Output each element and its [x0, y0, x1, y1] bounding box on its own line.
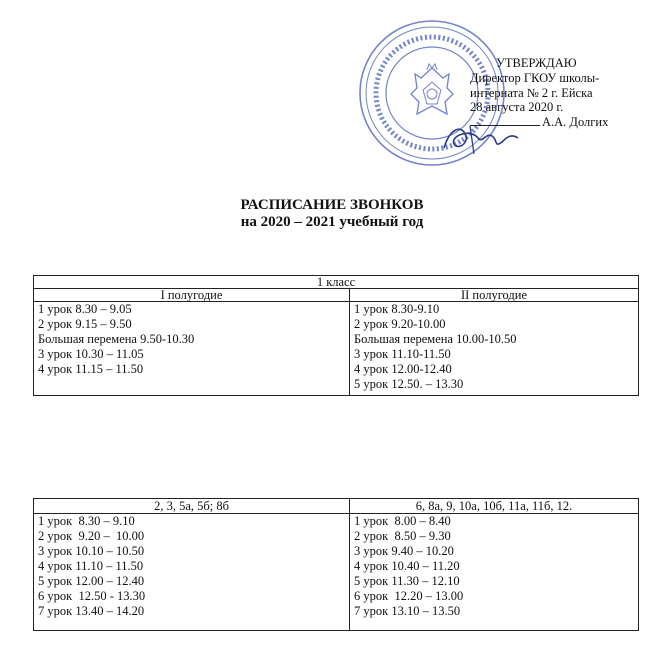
handwritten-signature [440, 118, 520, 158]
schedule-row: 1 урок 8.30 – 9.10 [38, 514, 135, 528]
schedule-row: 2 урок 8.50 – 9.30 [354, 529, 451, 543]
approval-signer: А.А. Долгих [542, 115, 609, 130]
schedule-row: 3 урок 10.10 – 10.50 [38, 544, 145, 558]
schedule-row: 7 урок 13.40 – 14.20 [38, 604, 145, 618]
schedule-row: 6 урок 12.50 - 13.30 [38, 589, 146, 603]
schedule-table-other-grades [33, 498, 639, 631]
approval-heading: УТВЕРЖДАЮ [496, 56, 577, 70]
schedule-row: 1 урок 8.30 – 9.05 [38, 302, 132, 316]
document-title: РАСПИСАНИЕ ЗВОНКОВ [240, 197, 424, 213]
first-half-schedule [34, 302, 350, 396]
schedule-row: 2 урок 9.15 – 9.50 [38, 317, 132, 331]
schedule-row: 3 урок 11.10-11.50 [354, 347, 451, 361]
column-header-second-half: II полугодие [350, 289, 639, 302]
schedule-row: 5 урок 12.50. – 13.30 [354, 377, 464, 391]
schedule-row: 4 урок 11.10 – 11.50 [38, 559, 144, 573]
schedule-row: 5 урок 11.30 – 12.10 [354, 574, 460, 588]
second-half-schedule [350, 302, 639, 396]
schedule-row: 7 урок 13.10 – 13.50 [354, 604, 461, 618]
approval-position: Директор ГКОУ школы- [470, 70, 600, 85]
schedule-row: 3 урок 9.40 – 10.20 [354, 544, 454, 558]
schedule-row: 2 урок 9.20 – 10.00 [38, 529, 145, 543]
schedule-row: 1 урок 8.00 – 8.40 [354, 514, 451, 528]
approval-organization: интерната № 2 г. Ейска [470, 85, 593, 100]
document-subtitle: на 2020 – 2021 учебный год [240, 214, 424, 230]
schedule-row: 5 урок 12.00 – 12.40 [38, 574, 145, 588]
column-header-group-b: 6, 8а, 9, 10а, 10б, 11а, 11б, 12. [350, 499, 639, 514]
schedule-row: 1 урок 8.30-9.10 [354, 302, 440, 316]
schedule-row: 3 урок 10.30 – 11.05 [38, 347, 144, 361]
table-header-grade: 1 класс [34, 276, 639, 289]
schedule-row: 4 урок 12.00-12.40 [354, 362, 452, 376]
approval-date: 28 августа 2020 г. [470, 100, 564, 115]
schedule-row: 2 урок 9.20-10.00 [354, 317, 446, 331]
schedule-row: 6 урок 12.20 – 13.00 [354, 589, 464, 603]
schedule-table-grade-1 [33, 275, 639, 396]
schedule-row: 4 урок 11.15 – 11.50 [38, 362, 144, 376]
group-a-schedule [34, 514, 350, 631]
schedule-row: Большая перемена 10.00-10.50 [354, 332, 517, 346]
group-b-schedule [350, 514, 639, 631]
schedule-row: 4 урок 10.40 – 11.20 [354, 559, 460, 573]
schedule-row: Большая перемена 9.50-10.30 [38, 332, 195, 346]
column-header-first-half: I полугодие [34, 289, 350, 302]
column-header-group-a: 2, 3, 5а, 5б; 8б [34, 499, 350, 514]
